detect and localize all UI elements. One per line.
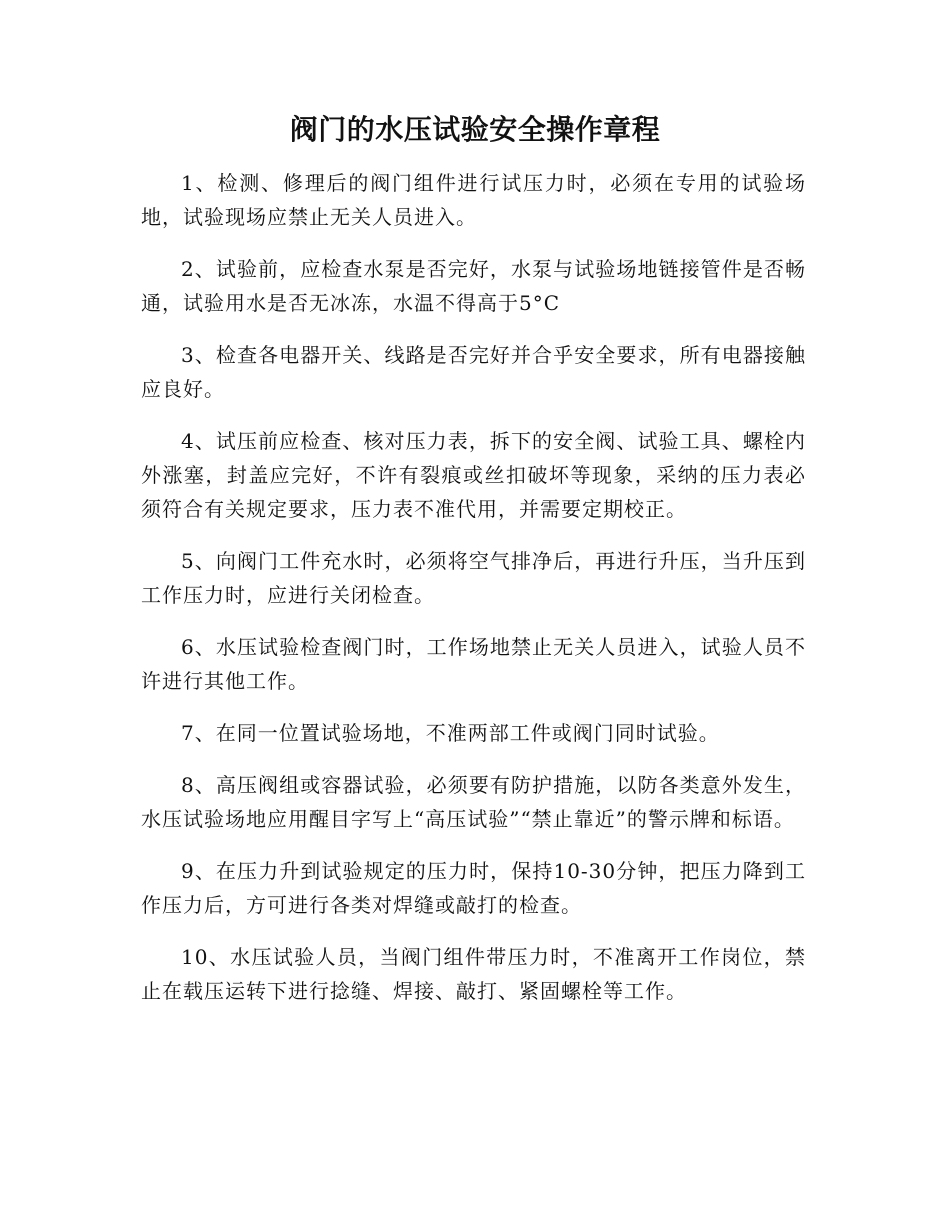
paragraph-7: 7、在同一位置试验场地，不准两部工件或阀门同时试验。 <box>181 721 720 745</box>
paragraph-6: 6、水压试验检查阀门时，工作场地禁止无关人员进入，试验人员不许进行其他工作。 <box>141 635 806 693</box>
paragraph-5: 5、向阀门工件充水时，必须将空气排净后，再进行升压，当升压到工作压力时，应进行关闭检查。 <box>141 549 806 607</box>
paragraph-4: 4、试压前应检查、核对压力表，拆下的安全阀、试验工具、螺栓内外涨塞，封盖应完好，不许有裂痕或丝扣破坏等现象，采纳的压力表必须符合有关规定要求，压力表不准代用，并需要定期校正。 <box>141 429 806 521</box>
document-title: 阀门的水压试验安全操作章程 <box>289 113 661 146</box>
paragraph-1: 1、检测、修理后的阀门组件进行试压力时，必须在专用的试验场地，试验现场应禁止无关人员进入。 <box>141 171 806 229</box>
paragraph-8: 8、高压阀组或容器试验，必须要有防护措施，以防各类意外发生，水压试验场地应用醒目字写上“高压试验”“禁止靠近”的警示牌和标语。 <box>141 773 806 831</box>
paragraph-9: 9、在压力升到试验规定的压力时，保持10-30分钟，把压力降到工作压力后，方可进行各类对焊缝或敲打的检查。 <box>141 859 806 917</box>
document-body <box>141 166 806 1008</box>
paragraph-10: 10、水压试验人员，当阀门组件带压力时，不准离开工作岗位，禁止在载压运转下进行捻缝、焊接、敲打、紧固螺栓等工作。 <box>141 945 806 1003</box>
paragraph-2: 2、试验前，应检查水泵是否完好，水泵与试验场地链接管件是否畅通，试验用水是否无冰冻，水温不得高于5°C <box>141 257 806 315</box>
paragraph-3: 3、检查各电器开关、线路是否完好并合乎安全要求，所有电器接触应良好。 <box>141 343 806 401</box>
